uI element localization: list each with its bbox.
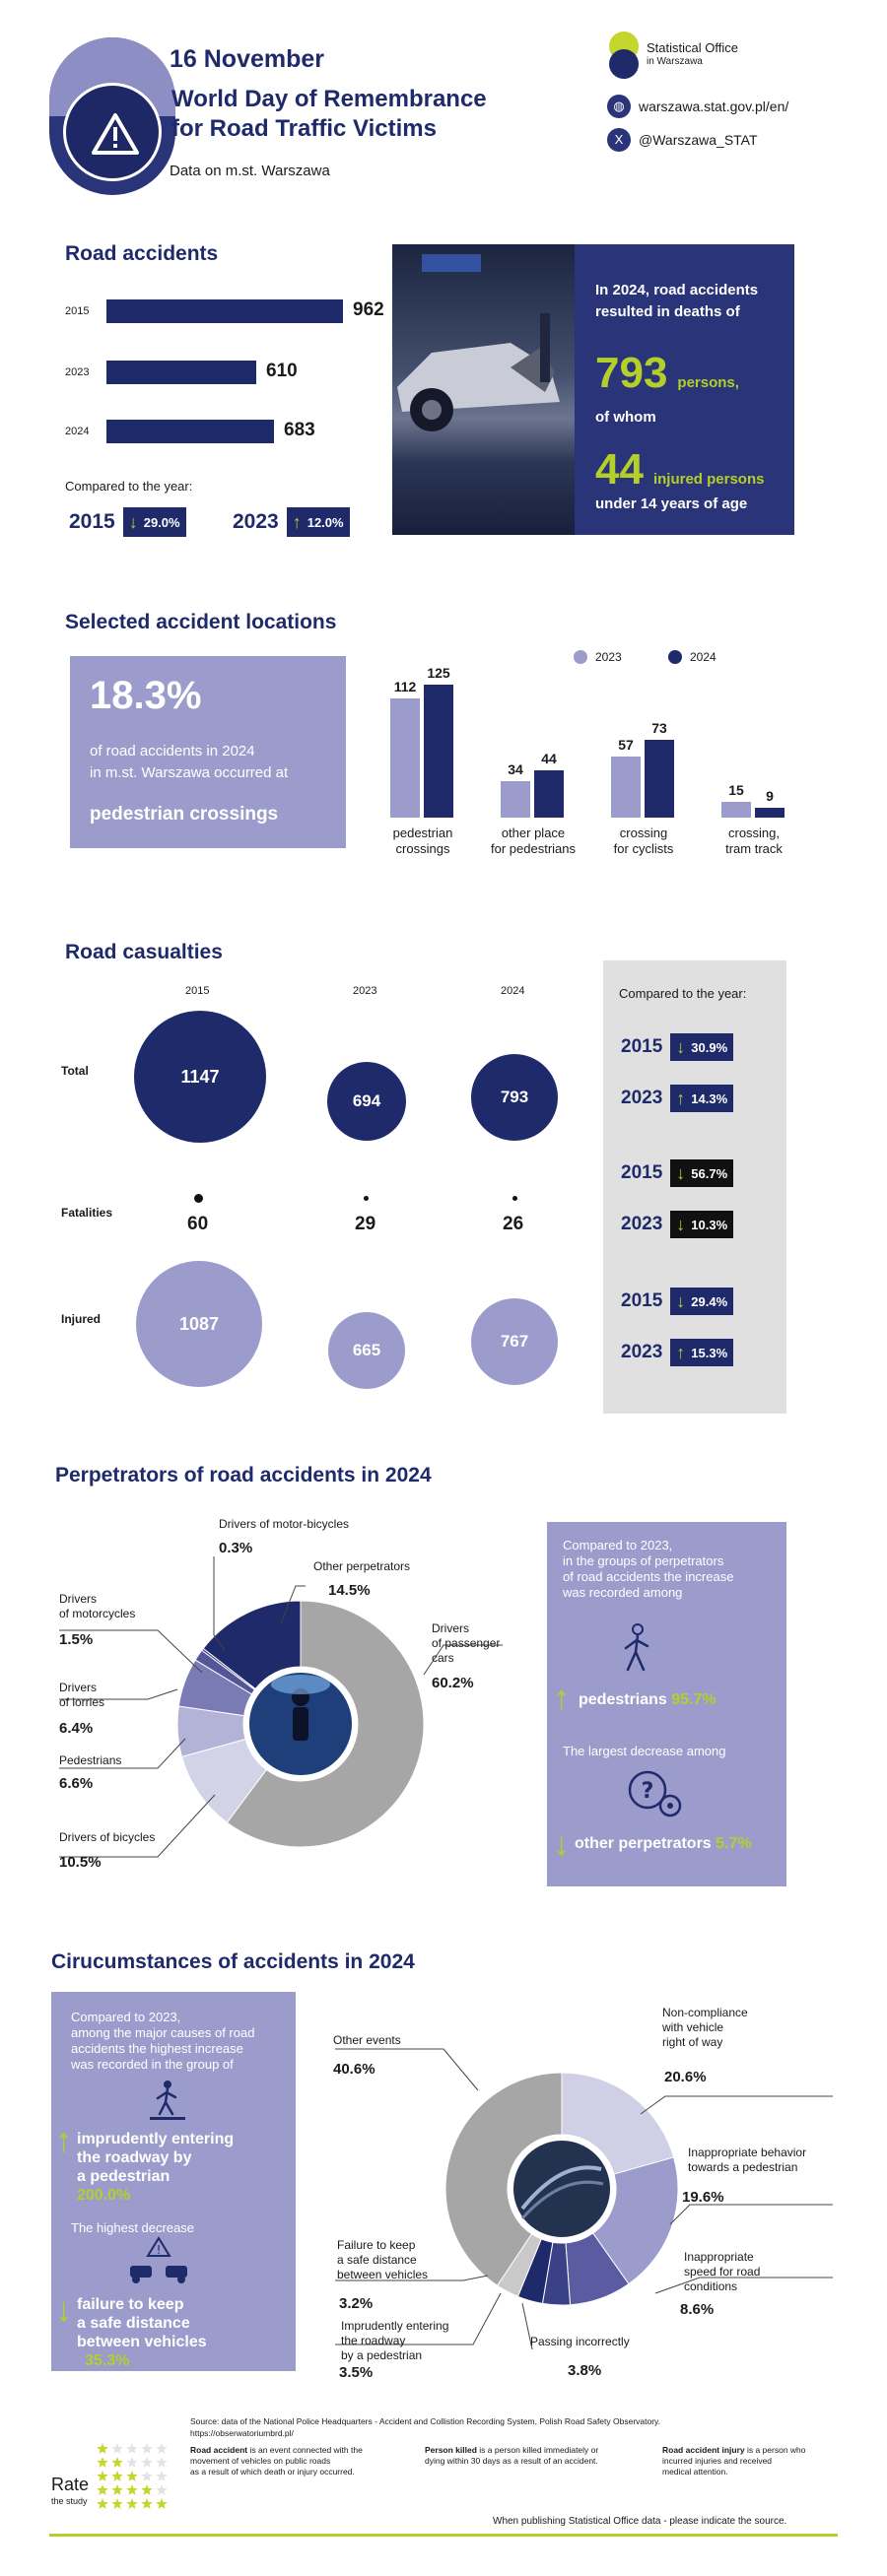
star-icon[interactable]	[126, 2443, 137, 2454]
injured-children-count: 44	[595, 445, 644, 494]
legend-swatch-2024	[668, 650, 682, 664]
star-icon[interactable]	[97, 2471, 107, 2481]
bar-value: 610	[266, 361, 298, 381]
section-title-road-accidents: Road accidents	[65, 242, 219, 265]
bar-year: 2015	[65, 305, 90, 317]
bar-2024-3	[755, 808, 785, 818]
year-col-2015: 2015	[185, 985, 210, 997]
star-icon[interactable]	[126, 2498, 137, 2509]
definition-road-accident: Road accident is an event connected with the movement of vehicles on public roads as a result of which death or injury occurred.	[190, 2445, 363, 2477]
comparison-2015: 2015 ↓ 29.0%	[69, 507, 186, 537]
bar-2024-0	[424, 685, 453, 818]
source-note: Source: data of the National Police Headquarters - Accident and Collistion Recording System, Polish Road Safety Observatory. https://obserwatoriumbrd.pl/	[190, 2416, 661, 2438]
label-bicycles: Drivers of bicycles	[59, 1830, 156, 1844]
dot-fatal-2015	[194, 1194, 203, 1203]
casualty-comparison: 2023 ↑ 14.3%	[621, 1085, 733, 1112]
row-label-total: Total	[61, 1064, 89, 1078]
value-motorcycles: 1.5%	[59, 1631, 94, 1648]
pedestrian-crossings-panel: 18.3% of road accidents in 2024 in m.st. Warszawa occurred at pedestrian crossings	[70, 656, 346, 848]
casualty-comparison: 2023 ↓ 10.3%	[621, 1211, 733, 1238]
bar-value-label: 15	[728, 782, 744, 798]
arrow-down-icon: ↓	[553, 1825, 570, 1863]
bar-2015	[106, 299, 343, 323]
section-title-locations: Selected accident locations	[65, 611, 337, 633]
bar-year: 2024	[65, 426, 90, 437]
fatal-2015-value: 60	[187, 1214, 209, 1234]
category-label: pedestrian crossings	[392, 826, 453, 856]
star-icon[interactable]	[141, 2471, 152, 2481]
value-pedestrians: 6.6%	[59, 1775, 94, 1792]
bar-value-label: 34	[508, 761, 523, 777]
arrow-up-icon: ↑	[553, 1680, 570, 1717]
star-icon[interactable]	[141, 2484, 152, 2495]
value-inappropriate-speed: 8.6%	[680, 2301, 715, 2318]
arrow-up-icon: ↑	[676, 1342, 686, 1362]
bar-value-label: 57	[618, 737, 634, 753]
star-icon[interactable]	[141, 2457, 152, 2468]
value-other-events: 40.6%	[333, 2061, 375, 2078]
casualty-comparison: 2015 ↓ 30.9%	[621, 1033, 733, 1061]
publish-note: When publishing Statistical Office data - please indicate the source.	[493, 2516, 787, 2527]
deaths-panel: In 2024, road accidents resulted in deaths of 793 persons, of whom 44 injured persons under 14 years of age	[392, 244, 794, 535]
arrow-up-icon: ↑	[55, 2122, 72, 2159]
section-title-circumstances: Cirucumstances of accidents in 2024	[51, 1950, 415, 1973]
year-col-2023: 2023	[353, 985, 377, 997]
star-icon[interactable]	[126, 2484, 137, 2495]
category-label: crossing, tram track	[725, 826, 783, 856]
bar-year: 2023	[65, 366, 90, 378]
star-icon[interactable]	[156, 2443, 167, 2454]
section-title-perpetrators: Perpetrators of road accidents in 2024	[55, 1464, 432, 1486]
star-icon[interactable]	[111, 2498, 122, 2509]
dot-fatal-2024	[512, 1196, 517, 1201]
arrow-down-icon: ↓	[676, 1162, 686, 1183]
legend-swatch-2023	[574, 650, 587, 664]
comparison-2023: 2023 ↑ 12.0%	[233, 507, 350, 537]
bar-value: 683	[284, 420, 315, 440]
bubble-injured-2015: 1087	[136, 1261, 262, 1387]
bubble-total-2024: 793	[471, 1054, 558, 1141]
bar-value-label: 73	[651, 720, 667, 736]
definition-injury: Road accident injury is a person who incurred injuries and received medical attention.	[662, 2445, 806, 2477]
star-icon[interactable]	[111, 2443, 122, 2454]
rating-stars-icon[interactable]	[95, 2441, 170, 2512]
legend-2024: 2024	[668, 650, 716, 664]
bar-2023-2	[611, 757, 641, 818]
star-icon[interactable]	[111, 2471, 122, 2481]
definition-person-killed: Person killed is a person killed immediately or dying within 30 days as a result of an accident.	[425, 2445, 599, 2466]
bar-2023	[106, 361, 256, 384]
svg-text:?: ?	[641, 1779, 654, 1804]
legend-2023: 2023	[574, 650, 622, 664]
casualty-comparison: 2023 ↑ 15.3%	[621, 1339, 733, 1366]
row-label-fatalities: Fatalities	[61, 1206, 113, 1220]
fatal-2023-value: 29	[355, 1214, 376, 1234]
locations-category-labels	[375, 826, 808, 865]
star-icon[interactable]	[111, 2484, 122, 2495]
deaths-count: 793	[595, 349, 668, 397]
page-title: World Day of Remembrance for Road Traffic Victims	[171, 86, 487, 142]
label-inappropriate-speed: Inappropriate speed for road conditions	[684, 2250, 761, 2293]
question-mark-wheel-icon	[626, 1766, 685, 1821]
dot-fatal-2023	[364, 1196, 369, 1201]
arrow-down-icon: ↓	[676, 1290, 686, 1311]
x-logo-icon: X	[607, 128, 631, 152]
bar-value-label: 9	[766, 788, 774, 804]
star-icon[interactable]	[156, 2484, 167, 2495]
bubble-injured-2023: 665	[328, 1312, 405, 1389]
bubble-total-2015: 1147	[134, 1011, 266, 1143]
warning-triangle-icon	[66, 86, 165, 184]
arrow-up-icon: ↑	[676, 1088, 686, 1108]
label-lorries: Drivers of lorries	[59, 1681, 105, 1709]
globe-icon: ◍	[607, 95, 631, 118]
bar-2024	[106, 420, 274, 443]
star-icon[interactable]	[141, 2498, 152, 2509]
value-passing-incorrectly: 3.8%	[568, 2362, 602, 2379]
label-other-events: Other events	[333, 2033, 401, 2047]
label-passenger-cars: Drivers of passenger cars	[432, 1621, 501, 1665]
header-date: 16 November	[170, 45, 325, 73]
label-motor-bicycles: Drivers of motor-bicycles	[219, 1517, 350, 1531]
rate-label[interactable]: Rate	[51, 2475, 90, 2494]
arrow-down-icon: ↓	[128, 511, 138, 532]
big-percentage: 18.3%	[90, 674, 202, 717]
svg-text:!: !	[156, 2243, 162, 2257]
star-icon[interactable]	[97, 2457, 107, 2468]
value-non-compliance: 20.6%	[664, 2069, 707, 2085]
star-icon[interactable]	[141, 2443, 152, 2454]
star-icon[interactable]	[156, 2457, 167, 2468]
category-label: other place for pedestrians	[491, 826, 576, 856]
label-passing-incorrectly: Passing incorrectly	[530, 2335, 630, 2348]
logo-text: Statistical Office in Warszawa	[647, 40, 738, 67]
value-inappropriate-behavior: 19.6%	[682, 2189, 724, 2206]
star-icon[interactable]	[156, 2498, 167, 2509]
star-icon[interactable]	[97, 2484, 107, 2495]
star-icon[interactable]	[97, 2443, 107, 2454]
collision-icon	[126, 2236, 191, 2287]
label-imprudently-entering: Imprudently entering the roadway by a pedestrian	[341, 2319, 449, 2362]
page-subtitle: Data on m.st. Warszawa	[170, 163, 330, 179]
bar-value-label: 112	[393, 679, 417, 694]
value-imprudently-entering: 3.5%	[339, 2364, 374, 2381]
label-failure-distance: Failure to keep a safe distance between vehicles	[337, 2238, 429, 2281]
star-icon[interactable]	[156, 2471, 167, 2481]
bubble-injured-2024: 767	[471, 1298, 558, 1385]
pedestrian-crossing-icon	[146, 2079, 189, 2122]
arrow-up-icon: ↑	[292, 511, 302, 532]
arrow-down-icon: ↓	[676, 1036, 686, 1057]
bar-2023-1	[501, 781, 530, 818]
logo-circle-bottom	[609, 49, 639, 79]
year-col-2024: 2024	[501, 985, 525, 997]
bar-2023-0	[390, 698, 420, 818]
circumstances-change-panel: Compared to 2023, among the major causes of road accidents the highest increase was recorded in the group of ↑ imprudently entering the roadway by a pedestrian 200.0% The highest decrease ! ↓ failure to keep a safe distance between vehicles 35.3%	[51, 1992, 296, 2371]
label-inappropriate-behavior: Inappropriate behavior towards a pedestrian	[688, 2146, 807, 2174]
value-other-perpetrators: 14.5%	[328, 1582, 371, 1599]
bar-2023-3	[721, 802, 751, 818]
value-passenger-cars: 60.2%	[432, 1675, 474, 1691]
bubble-total-2023: 694	[327, 1062, 406, 1141]
casualty-comparison: 2015 ↓ 56.7%	[621, 1159, 733, 1187]
label-non-compliance: Non-compliance with vehicle right of way	[662, 2006, 748, 2049]
twitter-link[interactable]: X @Warszawa_STAT	[607, 128, 758, 152]
car-crash-photo	[392, 244, 575, 535]
rate-sublabel: the study	[51, 2496, 88, 2506]
value-failure-distance: 3.2%	[339, 2295, 374, 2312]
locations-bar-chart	[375, 665, 808, 818]
section-title-casualties: Road casualties	[65, 941, 223, 963]
arrow-down-icon: ↓	[55, 2291, 72, 2329]
website-link[interactable]: ◍ warszawa.stat.gov.pl/en/	[607, 95, 788, 118]
fatal-2024-value: 26	[503, 1214, 524, 1234]
row-label-injured: Injured	[61, 1312, 102, 1326]
bar-2024-1	[534, 770, 564, 818]
value-bicycles: 10.5%	[59, 1854, 102, 1871]
bar-value: 962	[353, 299, 384, 320]
header-emblem	[49, 37, 175, 195]
label-other-perpetrators: Other perpetrators	[313, 1559, 411, 1573]
bar-value-label: 125	[427, 665, 450, 681]
label-pedestrians: Pedestrians	[59, 1753, 122, 1767]
perpetrators-change-panel: Compared to 2023, in the groups of perpetrators of road accidents the increase was recorded among ↑ pedestrians 95.7% The largest decrease among ? ↓ other perpetrators 5.7%	[547, 1522, 786, 1886]
value-motor-bicycles: 0.3%	[219, 1540, 253, 1556]
value-lorries: 6.4%	[59, 1720, 94, 1737]
bar-value-label: 44	[541, 751, 557, 766]
star-icon[interactable]	[126, 2457, 137, 2468]
arrow-down-icon: ↓	[676, 1214, 686, 1234]
casualty-comparison: 2015 ↓ 29.4%	[621, 1288, 733, 1315]
compared-label: Compared to the year:	[65, 479, 193, 494]
label-motorcycles: Drivers of motorcycles	[59, 1592, 136, 1620]
bar-2024-2	[645, 740, 674, 818]
star-icon[interactable]	[97, 2498, 107, 2509]
footer-divider	[49, 2534, 838, 2537]
star-icon[interactable]	[111, 2457, 122, 2468]
pedestrian-icon	[618, 1622, 657, 1674]
star-icon[interactable]	[126, 2471, 137, 2481]
category-label: crossing for cyclists	[613, 826, 674, 856]
casualties-comparison-panel: Compared to the year: 2015 ↓ 30.9% 2023 ↑ 14.3% 2015 ↓ 56.7% 2023 ↓ 10.3% 2015 ↓ 29.4% 2023 ↑ 15.3%	[603, 960, 786, 1414]
